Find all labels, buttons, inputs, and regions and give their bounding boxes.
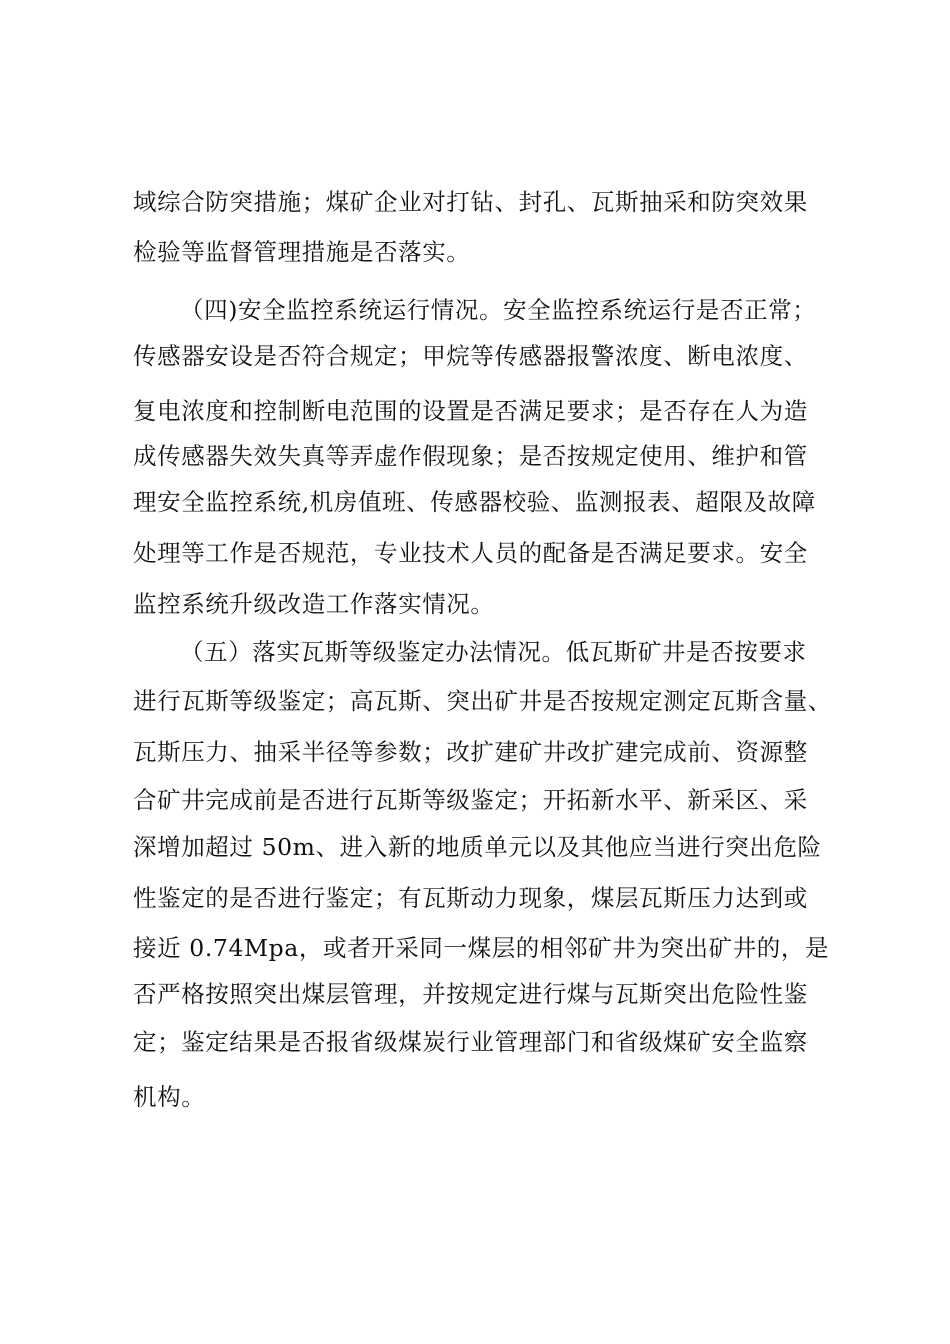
text-line: 成传感器失效失真等弄虚作假现象；是否按规定使用、维护和管 bbox=[133, 442, 808, 470]
text-line: 合矿井完成前是否进行瓦斯等级鉴定；开拓新水平、新采区、采 bbox=[133, 786, 808, 814]
text-line: 定；鉴定结果是否报省级煤炭行业管理部门和省级煤矿安全监察 bbox=[133, 1028, 808, 1056]
text-line: 域综合防突措施；煤矿企业对打钻、封孔、瓦斯抽采和防突效果 bbox=[133, 188, 808, 216]
text-line: 性鉴定的是否进行鉴定；有瓦斯动力现象，煤层瓦斯压力达到或 bbox=[133, 884, 808, 912]
text-line: 监控系统升级改造工作落实情况。 bbox=[133, 590, 495, 618]
text-line: 瓦斯压力、抽采半径等参数；改扩建矿井改扩建完成前、资源整 bbox=[133, 738, 808, 766]
text-line: 否严格按照突出煤层管理，并按规定进行煤与瓦斯突出危险性鉴 bbox=[133, 980, 808, 1008]
text-line: 检验等监督管理措施是否落实。 bbox=[133, 238, 471, 266]
text-line: 传感器安设是否符合规定；甲烷等传感器报警浓度、断电浓度、 bbox=[133, 342, 808, 370]
text-line: 机构。 bbox=[133, 1083, 206, 1111]
text-line: 理安全监控系统,机房值班、传感器校验、监测报表、超限及故障 bbox=[133, 488, 816, 516]
paragraph-4-heading: （四)安全监控系统运行情况。安全监控系统运行是否正常； bbox=[180, 296, 817, 324]
text-line: 接近 0.74Mpa，或者开采同一煤层的相邻矿井为突出矿井的，是 bbox=[133, 934, 830, 962]
text-line: 处理等工作是否规范，专业技术人员的配备是否满足要求。安全 bbox=[133, 539, 808, 567]
text-line: 复电浓度和控制断电范围的设置是否满足要求；是否存在人为造 bbox=[133, 397, 808, 425]
text-line: 深增加超过 50m、进入新的地质单元以及其他应当进行突出危险 bbox=[133, 833, 822, 861]
text-line: 进行瓦斯等级鉴定；高瓦斯、突出矿井是否按规定测定瓦斯含量、 bbox=[133, 687, 832, 715]
paragraph-5-heading: （五）落实瓦斯等级鉴定办法情况。低瓦斯矿井是否按要求 bbox=[180, 638, 807, 666]
